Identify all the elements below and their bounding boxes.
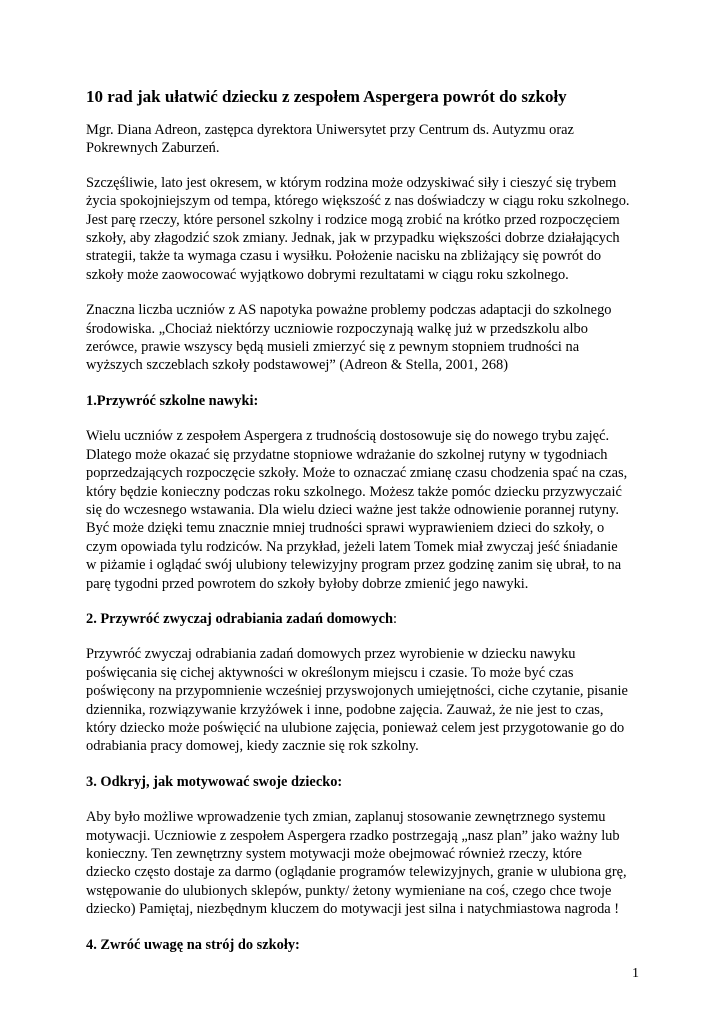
- text-line: życia spokojniejszym od tempa, którego większość z nas doświadczy w ciągu roku szkolnego.: [86, 193, 630, 210]
- text-line: dziennika, rozwiązywanie krzyżówek i inne, podobne zajęcia. Zauważ, że nie jest to czas,: [86, 701, 604, 718]
- text-line: się do wczesnego wstawania. Dla wielu dzieci ważne jest także odnowienie porannej rutyny.: [86, 501, 619, 518]
- text-line: Znaczna liczba uczniów z AS napotyka poważne problemy podczas adaptacji do szkolnego: [86, 302, 612, 319]
- text-line: dziecko) Pamiętaj, niezbędnym kluczem do motywacji jest silna i natychmiastowa nagroda !: [86, 901, 620, 918]
- text-line: dziecko często dostaje za darmo (oglądanie programów telewizyjnych, granie w ulubiona grę,: [86, 864, 627, 881]
- text-line: strategii, także ta wymaga czasu i wysiłku. Położenie nacisku na zbliżający się powrót do: [86, 248, 602, 265]
- text-line: który dziecko może poświęcić na ulubione zajęcia, ponieważ celem jest przygotowanie go do: [86, 719, 625, 736]
- author-line: Pokrewnych Zaburzeń.: [86, 140, 220, 157]
- text-line: odrabiania pracy domowej, kiedy zacznie się rok szkolny.: [86, 738, 419, 755]
- text-line: Przywróć zwyczaj odrabiania zadań domowych przez wyrobienie w dziecku nawyku: [86, 646, 576, 663]
- section-3-paragraph: [86, 808, 642, 918]
- text-line: Szczęśliwie, lato jest okresem, w którym rodzina może odzyskiwać siły i cieszyć się trybem: [86, 174, 617, 191]
- text-line: w piżamie i oglądać swój ulubiony telewizyjny program przez godzinę zanim się ubrał, to na: [86, 557, 622, 574]
- text-line: szkoły może zaowocować wyjątkowo dobrymi rezultatami w ciągu roku szkolnego.: [86, 266, 569, 283]
- section-1-heading: 1.Przywróć szkolne nawyki:: [86, 392, 259, 409]
- text-line: poprzedzających rozpoczęcie szkoły. Może to oznaczać zmianę czasu chodzenia spać na czas,: [86, 465, 628, 482]
- text-line: wyższych szczeblach szkoły podstawowej” (Adreon & Stella, 2001, 268): [86, 357, 509, 374]
- text-line: Dlatego może okazać się przydatne stopniowe wdrażanie do szkolnej rutyny w tygodniach: [86, 446, 608, 463]
- section-2-heading-text: 2. Przywróć zwyczaj odrabiania zadań domowych: [86, 610, 393, 627]
- text-line: szkoły, aby złagodzić szok zmiany. Jednak, jak w przypadku większości dobrze działających: [86, 230, 620, 247]
- text-line: motywacji. Uczniowie z zespołem Aspergera rzadko postrzegają „nasz plan” jako ważny lub: [86, 827, 620, 844]
- text-line: parę tygodni przed powrotem do szkoły byłoby dobrze zmienić jego nawyki.: [86, 575, 529, 592]
- section-2-heading-colon: :: [392, 610, 397, 627]
- section-1-paragraph: [86, 427, 642, 593]
- author-paragraph: [86, 121, 642, 158]
- text-line: zerówce, prawie wszyscy będą musieli zmierzyć się z pewnym stopniem trudności na: [86, 339, 580, 356]
- text-line: Być może dzięki temu znacznie mniej trudności sprawi wyprawieniem dzieci do szkoły, o: [86, 520, 605, 537]
- text-line: Aby było możliwe wprowadzenie tych zmian, zaplanuj stosowanie zewnętrznego systemu: [86, 809, 606, 826]
- section-3-heading: 3. Odkryj, jak motywować swoje dziecko:: [86, 773, 343, 790]
- text-line: poświęcania się cichej aktywności w określonym miejscu i czasie. To może być czas: [86, 664, 574, 681]
- text-line: poświęcony na przypomnienie wcześniej przyswojonych umiejętności, ciche czytanie, pisanie: [86, 683, 628, 700]
- section-2-paragraph: [86, 645, 642, 755]
- document-title: 10 rad jak ułatwić dziecku z zespołem Aspergera powrót do szkoły: [86, 87, 567, 106]
- page-number: 1: [632, 966, 639, 981]
- intro-paragraph: [86, 174, 642, 284]
- text-line: Wielu uczniów z zespołem Aspergera z trudnością dostosowuje się do nowego trybu zajęć.: [86, 428, 610, 445]
- document-page: [86, 86, 642, 971]
- text-line: wstępowanie do ulubionych sklepów, punkty/ żetony wymieniane na coś, czego chce twoje: [86, 882, 612, 899]
- section-4-heading: 4. Zwróć uwagę na strój do szkoły:: [86, 936, 300, 953]
- quote-paragraph: [86, 301, 642, 375]
- text-line: konieczny. Ten zewnętrzny system motywacji może obejmować również rzeczy, które: [86, 846, 582, 862]
- text-line: Jest parę rzeczy, które personel szkolny i rodzice mogą zrobić na krótko przed rozpoczęciem: [86, 211, 620, 228]
- section-2-heading: [86, 610, 642, 628]
- text-line: który będzie konieczny podczas roku szkolnego. Możesz także pomóc dziecku przyzwyczaić: [86, 483, 622, 500]
- author-line: Mgr. Diana Adreon, zastępca dyrektora Uniwersytet przy Centrum ds. Autyzmu oraz: [86, 122, 574, 138]
- text-line: czym opowiada tylu rodziców. Na przykład, jeżeli latem Tomek miał zwyczaj jeść śniadanie: [86, 538, 618, 555]
- text-line: środowiska. „Chociaż niektórzy uczniowie rozpoczynają walkę już w przedszkolu albo: [86, 320, 588, 337]
